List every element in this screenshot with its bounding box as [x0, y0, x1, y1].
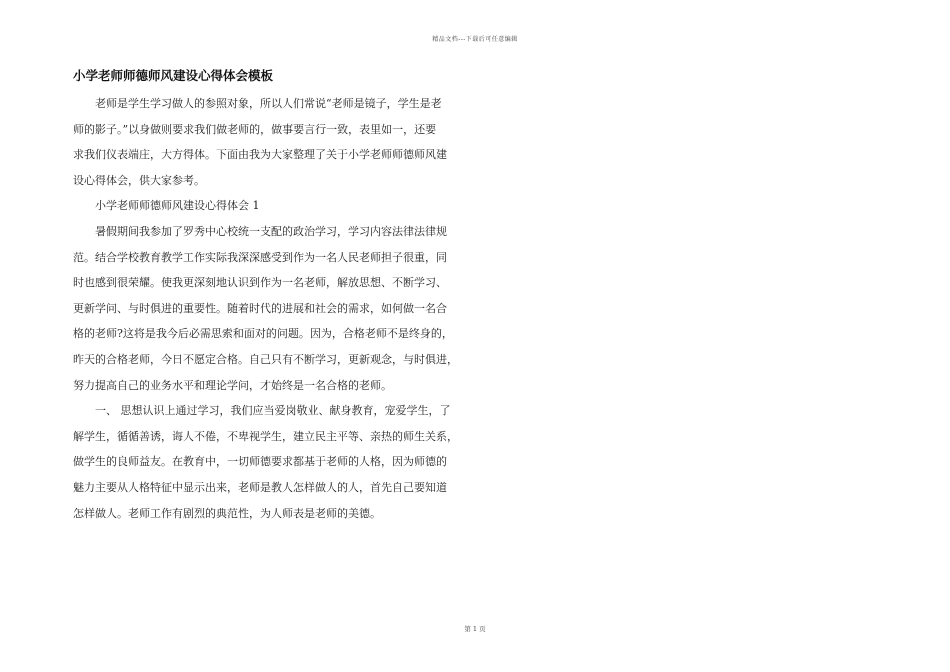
paragraph-line: 范。结合学校教育教学工作实际我深深感受到作为一名人民老师担子很重，同: [73, 250, 447, 264]
paragraph-line: 暑假期间我参加了罗秀中心校统一支配的政治学习，学习内容法律法律规: [95, 224, 447, 238]
paragraph-line: 师的影子。”以身做则要求我们做老师的，做事要言行一致，表里如一，还要: [73, 122, 437, 136]
page-header: 精品文档---下载后可任意编辑: [432, 36, 518, 43]
paragraph-line: 老师是学生学习做人的参照对象，所以人们常说“老师是镜子，学生是老: [95, 97, 442, 110]
page-number: 第 1 页: [464, 625, 486, 633]
section-heading-text: 小学老师师德师风建设心得体会 1: [95, 199, 260, 213]
paragraph-line: 设心得体会，供大家参考。: [73, 173, 205, 187]
paragraph-line: 时也感到很荣耀。使我更深刻地认识到作为一名老师，解放思想、不断学习、: [73, 276, 447, 290]
paragraph-line: 解学生，循循善诱，诲人不倦，不卑视学生，建立民主平等、亲热的师生关系，: [73, 429, 458, 443]
paragraph-summer-study: [73, 219, 468, 398]
paragraph-line: 求我们仪表端庄，大方得体。下面由我为大家整理了关于小学老师师德师风建: [73, 148, 447, 162]
paragraph-line: 昨天的合格老师，今日不愿定合格。自己只有不断学习，更新观念，与时俱进，: [73, 352, 458, 366]
paragraph-point-one: [73, 398, 468, 526]
paragraph-line: 格的老师?这将是我今后必需思索和面对的问题。因为，合格老师不是终身的，: [73, 327, 453, 341]
paragraph-line: 魅力主要从人格特征中显示出来，老师是教人怎样做人的人，首先自己要知道: [73, 480, 447, 494]
paragraph-line: 努力提高自己的业务水平和理论学问，才始终是一名合格的老师。: [73, 378, 392, 392]
paragraph-line: 一、 思想认识上通过学习，我们应当爱岗敬业、献身教育，宠爱学生，了: [95, 404, 451, 418]
section-heading: [73, 193, 468, 219]
paragraph-intro: [73, 91, 468, 193]
document-body: [73, 66, 468, 526]
paragraph-line: 做学生的良师益友。在教育中，一切师德要求都基于老师的人格，因为师德的: [73, 455, 447, 469]
paragraph-line: 更新学问、与时俱进的重要性。随着时代的进展和社会的需求，如何做一名合: [73, 301, 447, 315]
paragraph-line: 怎样做人。老师工作有剧烈的典范性，为人师表是老师的美德。: [73, 506, 381, 520]
document-title: 小学老师师德师风建设心得体会模板: [73, 68, 274, 83]
